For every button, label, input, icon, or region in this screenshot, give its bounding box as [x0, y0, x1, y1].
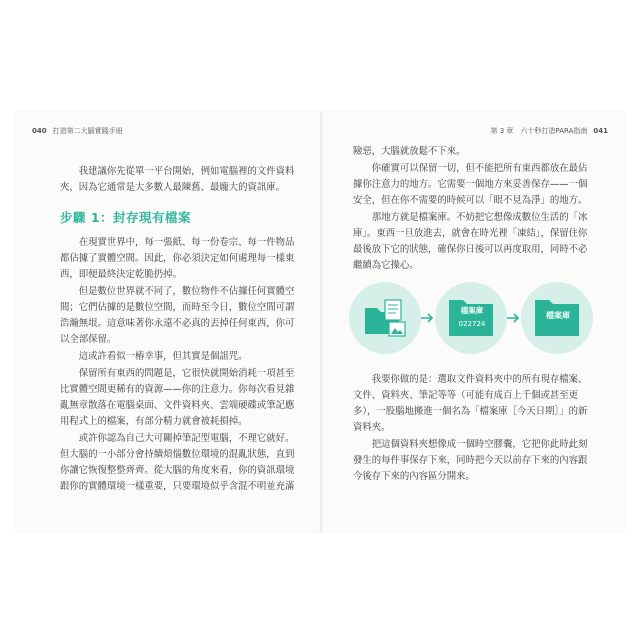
body-paragraph: 險惡，大腦就放鬆不下來。	[353, 146, 466, 157]
body-paragraph: 在現實世界中，每一張紙、每一份卷宗、每一件物品都佔據了實體空間。因此，你必須決定如何處理每一樣東西，即便最終決定乾脆扔掉。	[60, 237, 295, 280]
left-running-header	[32, 126, 123, 136]
right-chapter-title: 第 3 章 六十秒打造PARA指南	[490, 127, 588, 135]
right-running-header	[491, 126, 608, 136]
body-paragraph: 但是數位世界就不同了，數位物件不佔據任何實體空間；它們佔據的是數位空間，而時至今日，數位空間可謂浩瀚無垠。這意味著你永遠不必真的丟掉任何東西，你可以全部保留。	[60, 286, 295, 345]
body-paragraph: 保留所有東西的問題是，它很快就開始消耗一項甚至比實體空間更稀有的資源——你的注意力。你每次看見雜亂無章散落在電腦桌面、文件資料夾、雲端硬碟或筆記應用程式上的檔案，有部分精力就會被耗損掉。	[60, 368, 295, 427]
body-paragraph: 那地方就是檔案庫。不妨把它想像成數位生活的「冰庫」。東西一旦放進去，就會在時光裡「凍結」，保留住你最後放下它的狀態，確保你日後可以再度取用，同時不必繼續為它操心。	[353, 212, 588, 271]
book-spread	[16, 112, 624, 532]
archive-diagram	[349, 280, 591, 358]
page-gutter	[319, 112, 323, 532]
left-book-title: 打造第二大腦實踐手冊	[52, 127, 123, 135]
right-page-body	[353, 144, 595, 486]
archive-folder-label: 檔案庫	[460, 306, 484, 315]
step-heading: 步驟 1：封存現有檔案	[60, 210, 192, 225]
arrow-right-icon	[421, 313, 435, 323]
right-page-number: 041	[593, 127, 608, 135]
body-paragraph: 你確實可以保留一切，但不能把所有東西都放在最佔據你注意力的地方。它需要一個地方來妥善保存——一個安全，但在你不需要的時候可以「眼不見為淨」的地方。	[353, 163, 588, 206]
files-folder-icon	[363, 296, 409, 342]
left-page-number: 040	[32, 127, 47, 135]
arrow-right-icon	[507, 313, 521, 323]
archive-label: 檔案庫	[546, 311, 570, 320]
body-paragraph: 把這個資料夾想像成一個時空膠囊，它把你此時此刻發生的每件事保存下來，同時把今天以前存下來的內容跟今後存下來的內容區分開來。	[353, 439, 588, 482]
body-paragraph: 我要你做的是：選取文件資料夾中的所有現存檔案、文件、資料夾、筆記等等（可能有成百上千個或甚至更多），一股腦地搬進一個名為「檔案庫［今天日期］」的新資料夾。	[353, 374, 588, 433]
body-paragraph: 或許你認為自己大可關掉筆記型電腦，不理它就好。但大腦的一小部分會持續煩惱數位環境的混亂狀態，直到你讓它恢復整整齊齊。從大腦的角度來看，你的資訊環境跟你的實體環境一樣重要，只要環境似乎含混不明並充滿	[60, 433, 295, 492]
intro-paragraph: 我建議你先從單一平台開始，例如電腦裡的文件資料夾，因為它通常是大多數人最陳舊、最龐大的資訊庫。	[60, 166, 295, 193]
body-paragraph: 這或許看似一樁幸事，但其實是個詛咒。	[78, 351, 248, 362]
left-page-body	[60, 164, 298, 496]
archive-folder-date: 022724	[458, 320, 486, 328]
